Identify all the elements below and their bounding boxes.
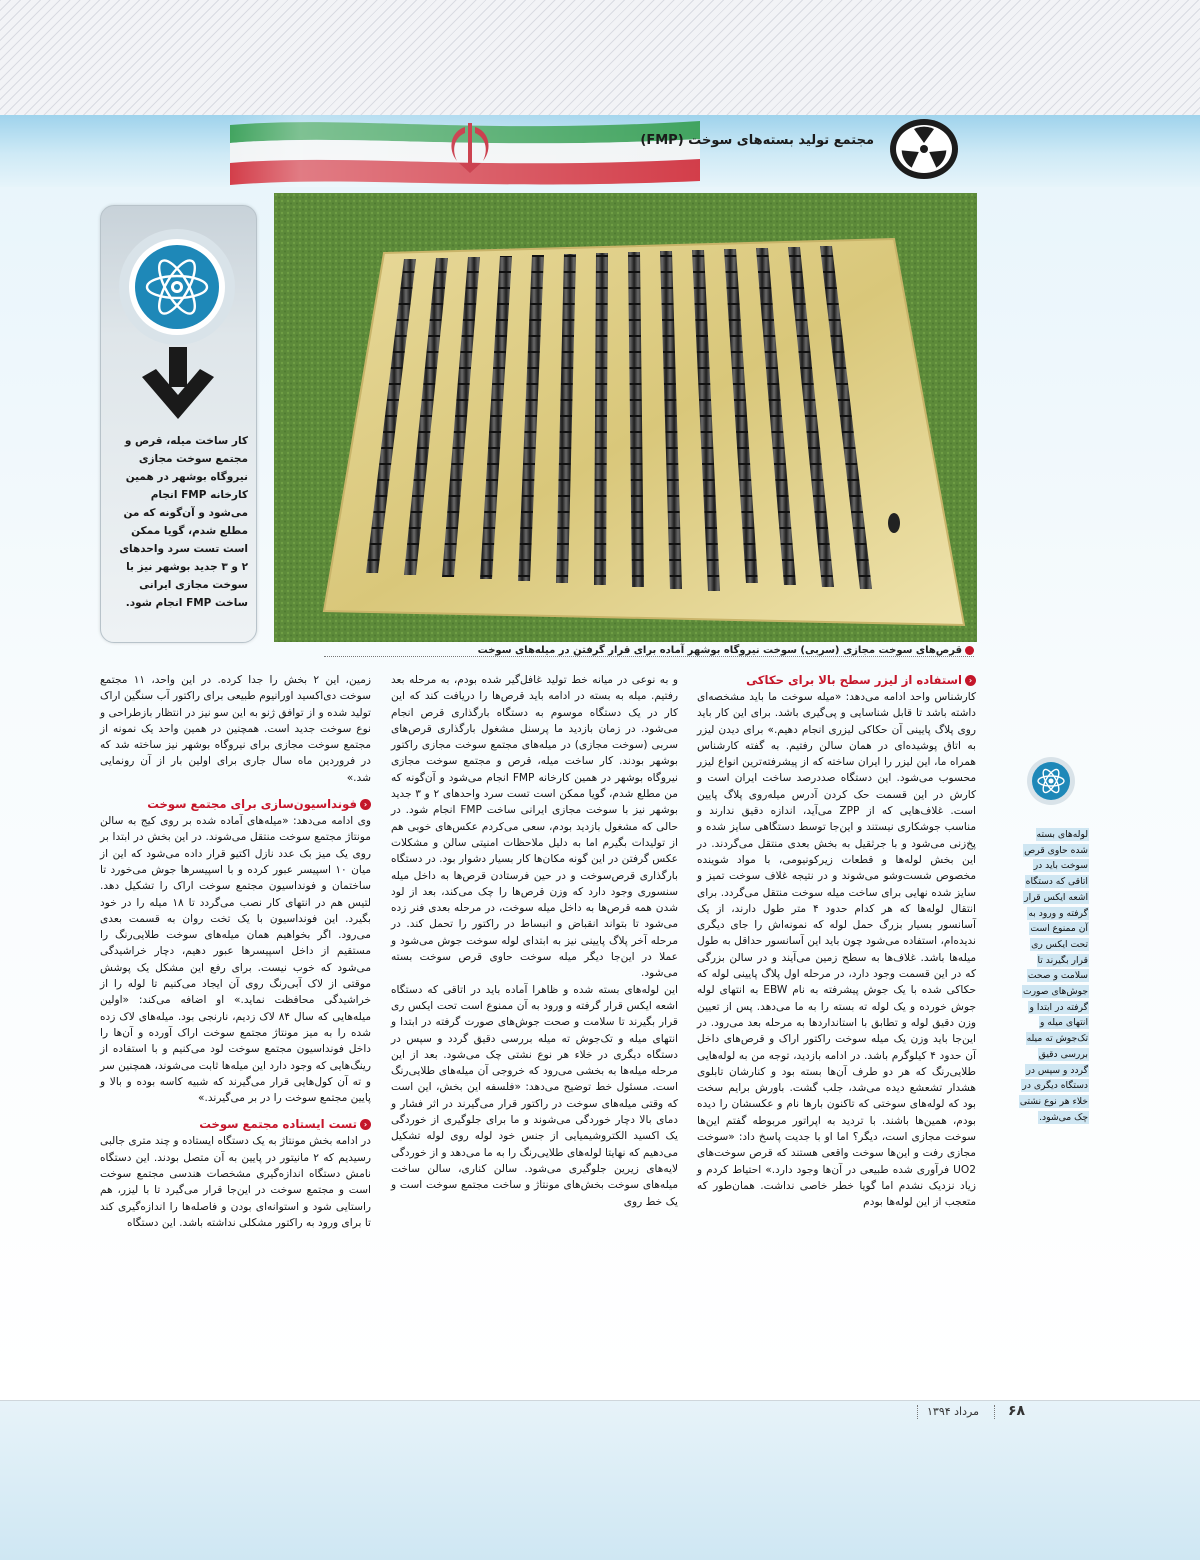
paragraph: وی ادامه می‌دهد: «میله‌های آماده شده بر روی کیج به سالن مونتاژ مجتمع سوخت منتقل می‌شوند. در این بخش در ابتدا بر روی یک میز بک عدد نازل اکتیو قرار داده می‌شود که این از میان ۱۰ اسپیسر عبور کرده و با اسپیسرها جوش می‌خورد تا ساختمان و فونداسیون مجتمع سوخت اراک را تشکیل دهد. لتیس هم در انتهای کار نصب می‌گردد تا ۱۸ میله را در خود بگیرد. این فونداسیون با یک تخت روان به قسمت بعدی می‌رود. اگر بخواهیم همان میله‌های سوخت طلایی‌رنگ را مستقیم از داخل اسپیسرها عبور دهیم، دچار خراشیدگی می‌شود که خوب نیست. برای رفع این مشکل یک پوشش موقتی از لاک آبی‌رنگ روی آن ایجاد می‌کنیم تا لوله را از خراشیدگی محافظت نماید.» او اضافه می‌کند: «اولین میله‌هایی که سال ۸۴ لاک زدیم، نارنجی بود. میله‌های لاک زده شده را به میز مونتاژ مجتمع سوخت اراک آورده و آن‌ها را داخل فونداسیون مجتمع سوخت لود می‌کنیم و با استفاده از رینگ‌هایی که وجود دارد این میله‌ها ثابت می‌شوند، همچنین سر و ته آن کول‌هایی قرار می‌گیرند که شبیه کاسه بوده و بالا و پایین مجتمع سوخت را در بر می‌گیرند.» [100,815,372,1105]
spacer [100,786,371,796]
header-band [0,115,1200,187]
page-section-title: مجتمع تولید بسته‌های سوخت (FMP) [640,133,874,148]
heading-bullet-icon: ‹ [360,1119,371,1130]
arrow-down-icon [138,347,218,421]
issue-date: مرداد ۱۳۹۴ [927,1405,979,1418]
section-heading-text: استفاده از لیزر سطح بالا برای حکاکی [746,673,962,687]
side-note-text: لوله‌های بسته شده حاوی قرص سوخت باید در اتاقی که دستگاه اشعه ایکس قرار گرفته و ورود به آن ممنوع است تحت ایکس ری قرار بگیرند تا سلامت و صحت جوش‌های صورت گرفته در ابتدا و انتهای میله و تک‌جوش ته میله بررسی دقیق گردد و سپس در دستگاه دیگری در خلاء هر نوع نشتی چک می‌شود. [1019,829,1088,1123]
iran-flag-image [230,115,700,187]
photo-caption-text: قرص‌های سوخت مجازی (سربی) سوخت نیروگاه بوشهر آماده برای قرار گرفتن در میله‌های سوخت [477,645,962,656]
caption-bullet-icon [965,646,974,655]
atom-icon-small [1026,756,1076,806]
atom-icon [116,226,238,348]
section-heading-text: فونداسیون‌سازی برای مجتمع سوخت [147,797,357,812]
radiation-icon [889,118,959,180]
section-heading [100,1116,371,1133]
heading-bullet-icon: ‹ [360,799,371,810]
section-heading-text: تست ایستاده مجتمع سوخت [199,1117,357,1132]
paragraph: کارشناس واحد ادامه می‌دهد: «میله سوخت ما باید مشخصه‌ای داشته باشد تا قابل شناسایی و پی‌گیری باشد. برای این کار باید روی پلاگ پایینی آن حکاکی لیزری انجام دهیم.» برای دیدن لیزر به اتاق پوشیده‌ای در همان سالن رفتیم. به گفته کارشناس همراه ما، این لیزر را ایران ساخته که از پیشرفته‌ترین انواع لیزر محسوب می‌شود. این دستگاه صددرصد ساخت ایران است و کارش در این قسمت حک کردن آدرس میله‌روی پلاگ پایین است. غلاف‌هایی که از ZPP می‌آید، اندازه دقیق ندارند و مناسب جوشکاری نیستند و این‌جا توسط دستگاهی سایز شده و پخ‌زنی می‌شود و با جرثقیل به بخش بعدی منتقل می‌گردند. در این بخش لوله‌ها و قطعات زیرکونیومی، با مواد شوینده مخصوص شست‌وشو می‌شوند و در نتیجه غلاف سوخت تمیز و سایز شده نهایی برای ساخت میله سوخت منتقل می‌گردد. برای انتقال لوله‌ها که هر کدام حدود ۴ متر طول دارند، از یک آسانسور بسیار بزرگ حمل لوله که نمونه‌اش را جای دیگری ندیده‌ام، استفاده می‌شود چون باید این آسانسور حداقل به طول میله‌ها باشد. غلاف‌ها به سطح زمین می‌آیند و در سالن بزرگی که در این قسمت وجود دارد، در مرحله اول پلاگ پایینی لوله که حکاکی شده با یک جوش پیشرفته به نام EBW به انتهای لوله جوش خورده و یک لوله ته بسته را به ما می‌دهد. پس از تعیین وزن دقیق لوله و تطابق با استانداردها به مرحله بعد می‌رود. در این‌جا باید وزن یک میله سوخت راکتور اراک و قرص‌های داخل آن حدود ۴ کیلوگرم باشد. در ادامه بازدید، توجه من به لوله‌هایی طلایی‌رنگ که هر دو طرف آن‌ها بسته بود و کنارشان تابلوی هشدار تشعشع دیده می‌شد، جلب گشت. باورش برایم سخت بود که لوله‌های سوختی که تاکنون بارها نام و عکسشان را دیده بودم، همین‌ها باشند. با تردید به اپراتور مربوطه گفتم این‌ها سوخت مجازی است، دیگر؟ اما او با جدیت پاسخ داد: «سوخت مجازی رفت و این‌ها سوخت واقعی هستند که قرص سوخت‌های UO2 فرآوری شده طبیعی در آن‌ها وجود دارد.» احتیاط کردم و زیاد نزدیک نشدم اما گویا خطر خاصی نداشت. همان‌طور که متعجب از این لوله‌ها بودم [697,691,977,1209]
article-column-middle [391,672,678,1210]
section-heading [100,796,371,813]
page-number: ۶۸ [1008,1403,1026,1419]
photo-caption [324,645,974,657]
top-pattern [0,0,1200,115]
paragraph: این لوله‌های بسته شده و ظاهرا آماده باید در اتاقی که دستگاه اشعه ایکس قرار گرفته و ورود به آن ممنوع است تحت ایکس ری قرار بگیرند تا سلامت و صحت جوش‌های صورت گرفته در ابتدا و انتهای میله و تک‌جوش ته میله بررسی دقیق گردد و سپس در دستگاه دیگری در خلاء هر نوع نشتی چک می‌شود. بعد از این مرحله میله‌ها به بخشی می‌رود که خروجی آن میله‌های طلایی‌رنگ است. مسئول خط توضیح می‌دهد: «فلسفه این بخش، این است که وقتی میله‌های سوخت در راکتور قرار می‌گیرند در اثر فشار و دمای بالا دچار خوردگی می‌شوند و ما برای جلوگیری از خوردگی یک اکسید الکتروشیمیایی از جنس خود لوله روی لوله تشکیل می‌دهیم که نهایتا لوله‌های طلایی‌رنگ را به ما می‌دهد و از خوردگی لایه‌های زیرین جلوگیری می‌شود. سالن کناری، سالن ساخت میله‌های سوخت بخش‌های مونتاژ و ساخت مجتمع سوخت است و یک خط روی [391,983,678,1208]
footer-separator [994,1405,996,1419]
sidebar-callout-text: کار ساخت میله، قرص و مجتمع سوخت مجازی نیروگاه بوشهر در همین کارخانه FMP انجام می‌شود و آن‌گونه که من مطلع شدم، گویا ممکن است تست سرد واحدهای ۲ و ۳ جدید بوشهر نیز با سوخت مجازی ایرانی ساخت FMP انجام شود. [119,435,248,609]
article-column-left [100,672,371,1231]
paragraph: در ادامه بخش مونتاژ به یک دستگاه ایستاده و چند متری جالبی رسیدیم که ۲ مانیتور در پایین به آن متصل بودند. این دستگاه نامش دستگاه اندازه‌گیری مشخصات هندسی مجتمع سوخت است و مجتمع سوخت در این‌جا قرار می‌گیرد تا با لیزر، هم راستایی شود و استوانه‌ای بودن و فاصله‌ها را اندازه‌گیری کند تا برای ورود به راکتور مشکلی نداشته باشد. این دستگاه [100,1135,371,1229]
section-heading [697,672,976,689]
paragraph: زمین، این ۲ بخش را جدا کرده. در این واحد، ۱۱ مجتمع سوخت دی‌اکسید اورانیوم طبیعی برای راکتور آب سنگین اراک تولید شده و از توافق ژنو به این سو نیز در انتظار بازطراحی و نوع سوخت جدید است. همچنین در همین واحد یک نمونه از مجتمع سوخت مجازی برای نیروگاه بوشهر نیز ساخته شد که در فروردین ماه سال جاری برای اولین بار از آن رونمایی شد.» [100,674,371,784]
fuel-pellets-photo [274,193,977,642]
heading-bullet-icon: ‹ [965,675,976,686]
side-note [1019,827,1089,1125]
spacer [100,1106,371,1116]
paragraph: و به نوعی در میانه خط تولید غافل‌گیر شده بودم، به مرحله بعد رفتیم. میله به بسته در ادامه باید قرص‌ها را دریافت کند که این کار در یک دستگاه موسوم به دستگاه بارگذاری قرص انجام می‌شود. در زمان بازدید ما پرسنل مشغول بارگذاری قرص‌های سربی (سوخت مجازی) در میله‌های مجتمع سوخت مجازی راکتور بوشهر بودند. کار ساخت میله، قرص و مجتمع سوخت مجازی نیروگاه بوشهر در همین کارخانه FMP انجام می‌شود و آن‌گونه که من مطلع شدم، گویا ممکن است تست سرد واحدهای ۲ و ۳ جدید بوشهر نیز با سوخت مجازی ایرانی ساخت FMP انجام شود. در حالی که مشغول بازدید بودم، سعی می‌کردم عکس‌های خوبی هم از تولیدات بگیرم اما به دلیل ملاحظات امنیتی سالن و مشکلات عکس گرفتن در این گونه مکان‌ها کار بسیار دشوار بود. در دستگاه بارگذاری قرص‌سوخت و در حین فرستادن قرص‌ها به داخل میله سنسوری وجود دارد که وزن قرص‌ها را چک می‌کند، بعد از لود شدن همه قرص‌ها به داخل میله سوخت، در مرحله بعدی فنر زده می‌شود تا بتواند انقباض و انبساط در راکتور را تحمل کند. در مرحله آخر پلاگ پایینی نیز به ابتدای لوله سوخت جوش می‌شود و عملا در این‌جا دیگر میله سوخت حاوی قرص سوخت بسته می‌شود. [391,674,678,980]
footer-band [0,1401,1200,1560]
article-column-right [697,672,976,1211]
